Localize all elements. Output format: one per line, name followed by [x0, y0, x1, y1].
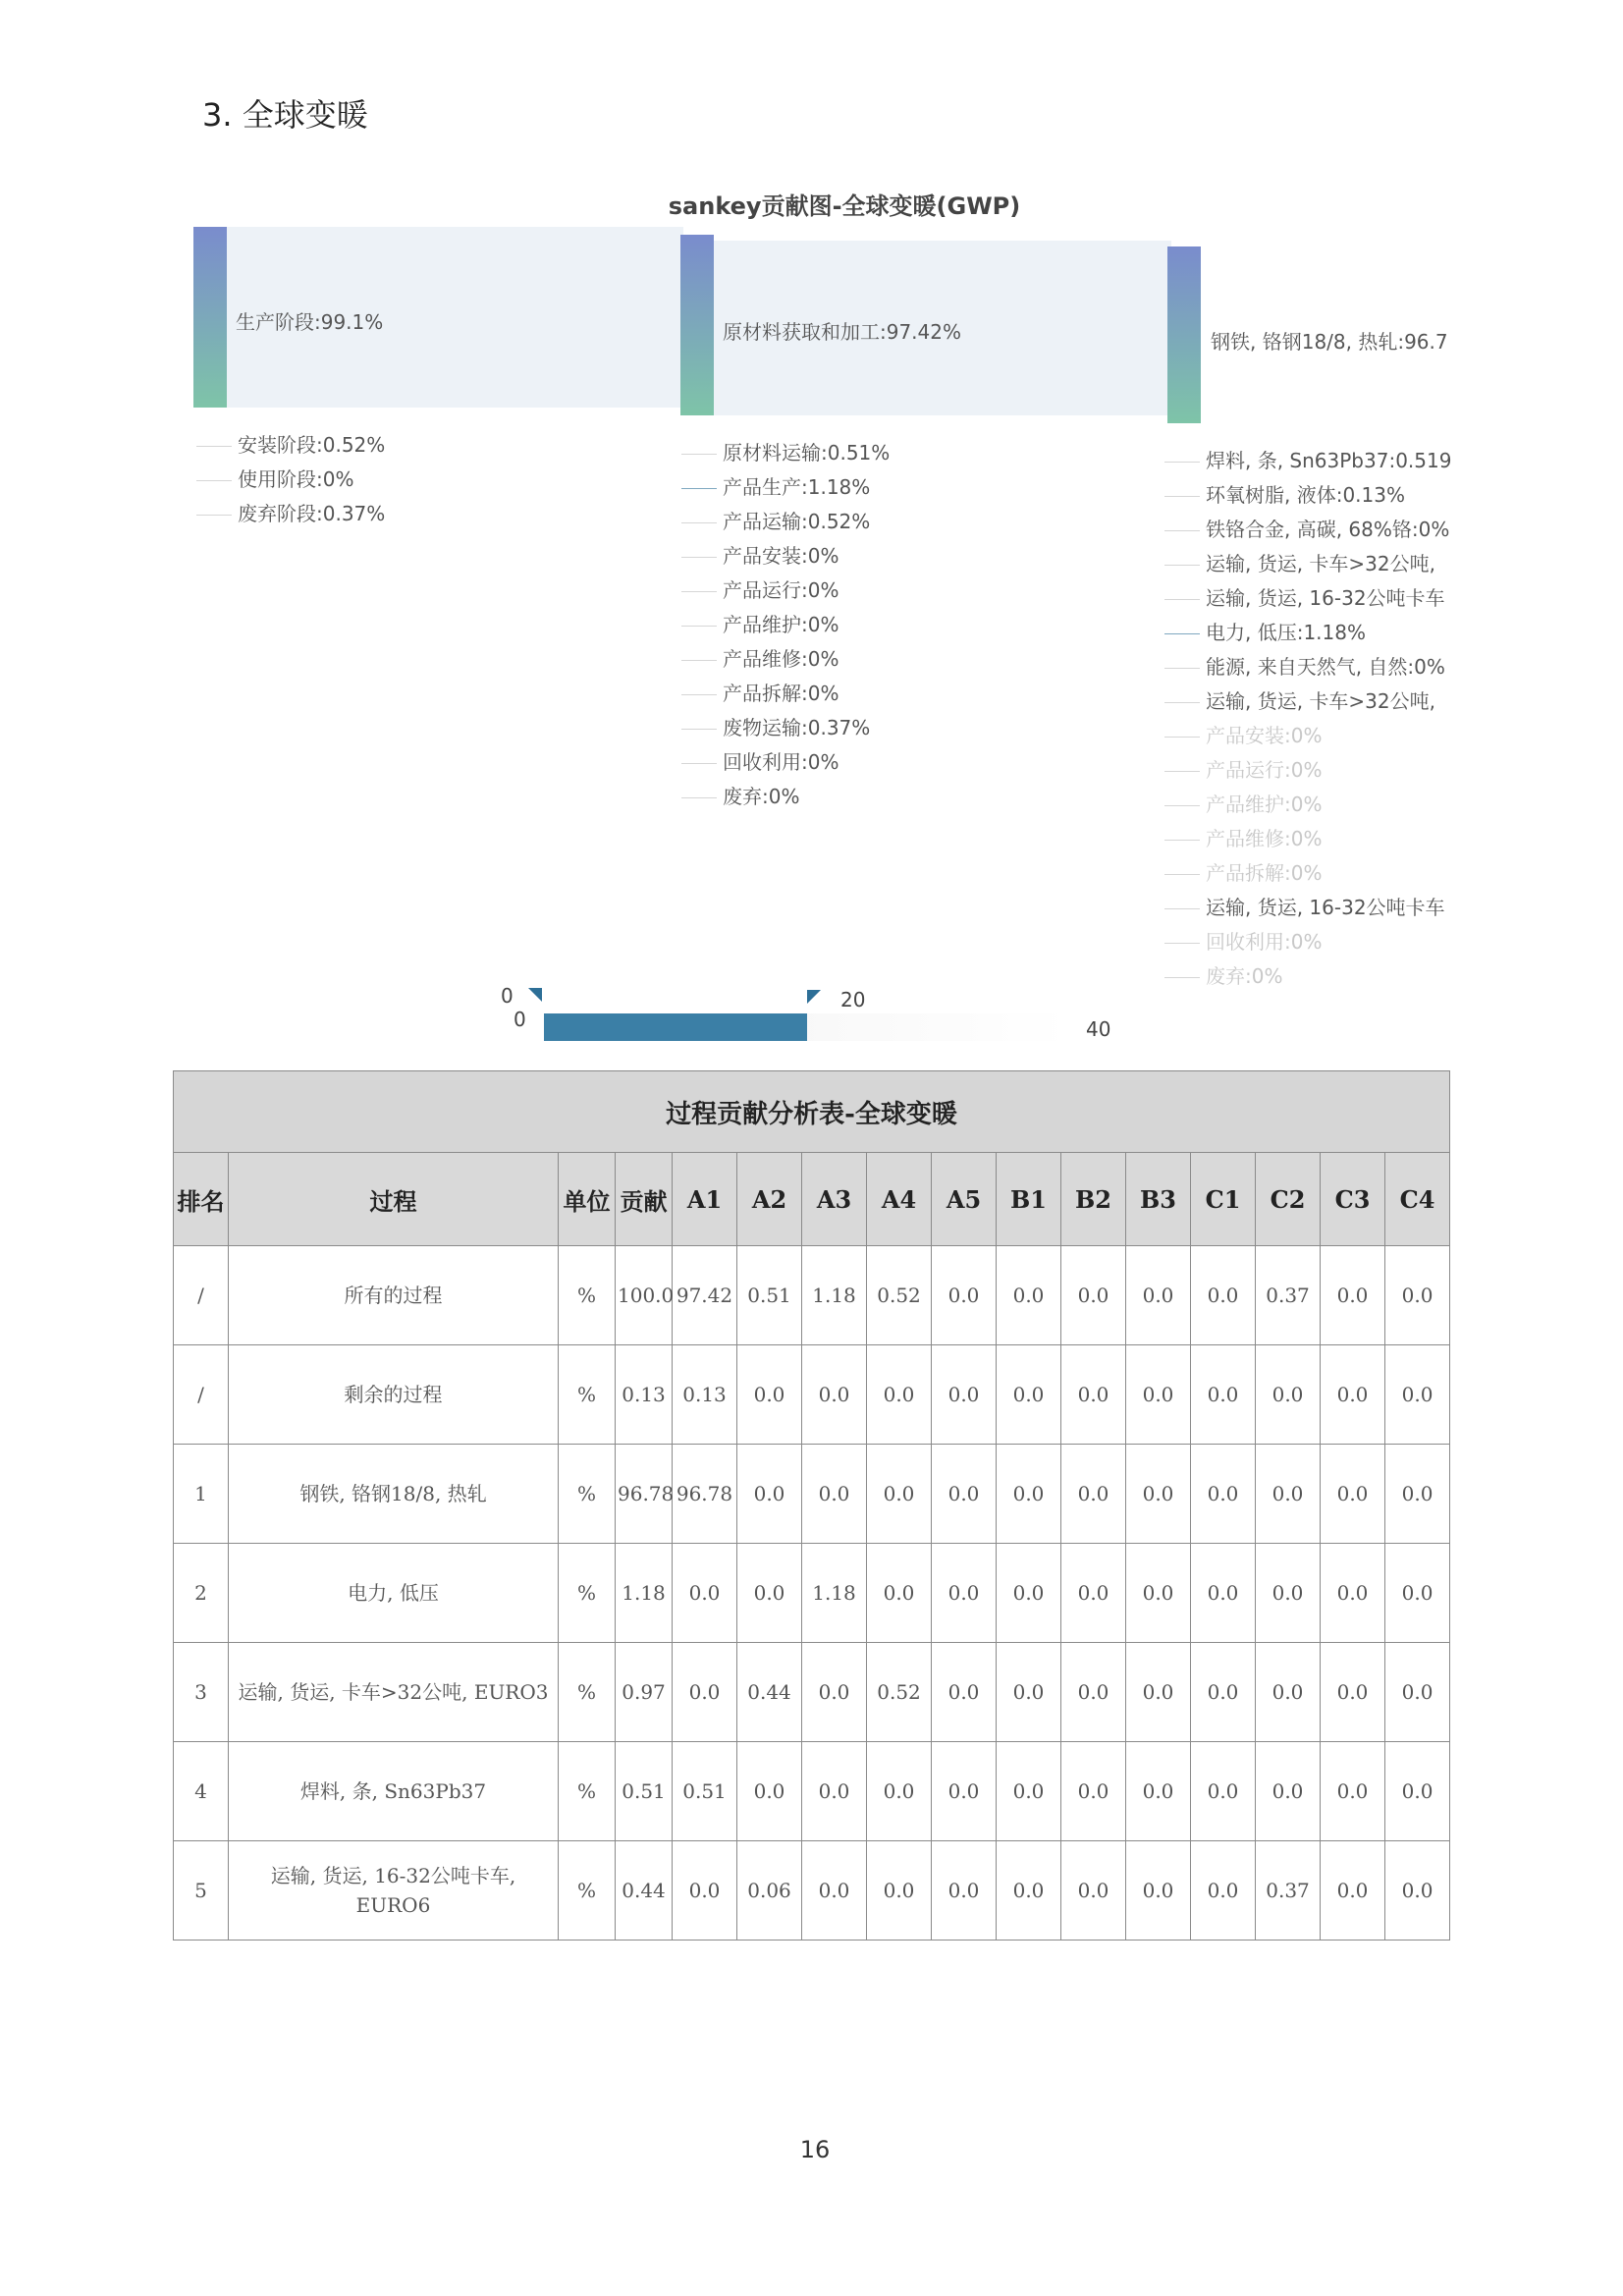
table-cell: 100.0	[616, 1246, 673, 1345]
sankey-item-label: 产品拆解:0%	[1206, 861, 1323, 885]
sankey-item-label: 安装阶段:0.52%	[238, 433, 386, 457]
table-cell: 0.0	[932, 1742, 997, 1841]
table-cell: 0.0	[932, 1841, 997, 1941]
table-cell: 0.0	[737, 1544, 802, 1643]
table-cell: 0.0	[997, 1643, 1061, 1742]
column-header: C2	[1256, 1153, 1321, 1246]
sankey-link	[196, 515, 232, 516]
table-cell: 0.0	[867, 1841, 932, 1941]
table-cell: %	[559, 1643, 616, 1742]
sankey-item-label: 废弃:0%	[723, 785, 800, 808]
table-cell: 0.0	[1126, 1841, 1191, 1941]
legend-tick-min: 0	[514, 1008, 526, 1031]
sankey-col1-items	[196, 428, 385, 531]
table-cell: 0.0	[997, 1544, 1061, 1643]
sankey-link	[1164, 943, 1200, 944]
legend-tick-mid: 20	[840, 988, 866, 1011]
table-cell: 0.0	[1191, 1345, 1256, 1445]
table-cell: 0.0	[1191, 1841, 1256, 1941]
sankey-link	[196, 480, 232, 481]
sankey-link	[681, 660, 717, 661]
table-cell: 0.0	[1385, 1345, 1450, 1445]
table-cell: 0.0	[1256, 1345, 1321, 1445]
column-header: 单位	[559, 1153, 616, 1246]
table-cell: 0.37	[1256, 1246, 1321, 1345]
table-body	[174, 1246, 1450, 1941]
table-header-row	[174, 1153, 1450, 1246]
table-row	[174, 1544, 1450, 1643]
sankey-item-label: 铁铬合金, 高碳, 68%铬:0%	[1206, 518, 1450, 541]
table-cell: 2	[174, 1544, 229, 1643]
legend-handle-max[interactable]	[807, 990, 821, 1004]
table-cell: 0.97	[616, 1643, 673, 1742]
sankey-link	[681, 454, 717, 455]
sankey-item	[681, 780, 890, 814]
table-cell: 0.0	[737, 1445, 802, 1544]
sankey-item-label: 产品运行:0%	[723, 578, 839, 602]
sankey-link	[1164, 565, 1200, 566]
table-cell: 0.0	[1061, 1345, 1126, 1445]
table-cell: 0.0	[1126, 1742, 1191, 1841]
sankey-item	[681, 470, 890, 505]
table-cell: 0.0	[1256, 1544, 1321, 1643]
sankey-item-label: 产品安装:0%	[723, 544, 839, 568]
column-header: A5	[932, 1153, 997, 1246]
table-cell: 0.0	[997, 1841, 1061, 1941]
sankey-link	[1164, 599, 1200, 600]
table-cell: 0.0	[1126, 1445, 1191, 1544]
process-name-cell: 所有的过程	[229, 1246, 559, 1345]
table-cell: 0.0	[1061, 1246, 1126, 1345]
table-cell: 96.78	[673, 1445, 737, 1544]
table-cell: 0.0	[1256, 1742, 1321, 1841]
sankey-item-label: 焊料, 条, Sn63Pb37:0.519	[1206, 449, 1452, 472]
table-cell: 1.18	[802, 1246, 867, 1345]
sankey-item-label: 废弃阶段:0.37%	[238, 502, 386, 525]
process-name-cell: 运输, 货运, 卡车>32公吨, EURO3	[229, 1643, 559, 1742]
table-cell: 0.0	[1385, 1742, 1450, 1841]
sankey-link	[1164, 633, 1200, 634]
table-cell: 0.0	[1191, 1544, 1256, 1643]
sankey-item	[681, 677, 890, 711]
table-cell: 0.0	[932, 1345, 997, 1445]
sankey-item-label: 运输, 货运, 16-32公吨卡车	[1206, 896, 1445, 919]
table-cell: %	[559, 1246, 616, 1345]
sankey-item-label: 产品安装:0%	[1206, 724, 1323, 747]
sankey-item-label: 产品维护:0%	[723, 613, 839, 636]
table-cell: 0.0	[1191, 1445, 1256, 1544]
sankey-item-label: 运输, 货运, 卡车>32公吨,	[1206, 689, 1435, 713]
table-cell: 0.0	[1321, 1246, 1385, 1345]
sankey-link	[1164, 977, 1200, 978]
sankey-item-label: 废弃:0%	[1206, 964, 1283, 988]
sankey-link	[1164, 496, 1200, 497]
table-cell: 0.0	[1126, 1246, 1191, 1345]
table-title: 过程贡献分析表-全球变暖	[174, 1071, 1450, 1153]
legend-tick-max: 40	[1086, 1017, 1111, 1041]
table-cell: 0.0	[802, 1742, 867, 1841]
table-row	[174, 1643, 1450, 1742]
table-cell: 0.0	[1061, 1544, 1126, 1643]
column-header: C1	[1191, 1153, 1256, 1246]
sankey-link	[1164, 702, 1200, 703]
column-header: C3	[1321, 1153, 1385, 1246]
column-header: C4	[1385, 1153, 1450, 1246]
sankey-title: sankey贡献图-全球变暖(GWP)	[668, 192, 1021, 220]
sankey-item	[1164, 650, 1451, 684]
sankey-item	[1164, 513, 1451, 547]
column-header: B1	[997, 1153, 1061, 1246]
table-cell: 0.0	[1321, 1841, 1385, 1941]
sankey-item-label: 产品维修:0%	[723, 647, 839, 671]
table-cell: 0.0	[867, 1345, 932, 1445]
table-cell: 0.0	[997, 1445, 1061, 1544]
sankey-link	[1164, 462, 1200, 463]
sankey-item-label: 产品运输:0.52%	[723, 510, 871, 533]
table-row	[174, 1246, 1450, 1345]
table-cell: 0.0	[1256, 1445, 1321, 1544]
table-cell: 0.0	[1191, 1742, 1256, 1841]
table-cell: 0.0	[737, 1345, 802, 1445]
table-cell: 1.18	[802, 1544, 867, 1643]
table-cell: 0.0	[1321, 1643, 1385, 1742]
legend-tick-min-top: 0	[501, 984, 514, 1008]
sankey-node-label: 生产阶段:99.1%	[236, 310, 384, 334]
sankey-item	[1164, 788, 1451, 822]
table-cell: 0.0	[932, 1544, 997, 1643]
table-cell: 0.0	[1385, 1841, 1450, 1941]
sankey-item-label: 能源, 来自天然气, 自然:0%	[1206, 655, 1445, 679]
legend-handle-min[interactable]	[528, 988, 542, 1002]
table-cell: 1.18	[616, 1544, 673, 1643]
table-cell: 0.51	[737, 1246, 802, 1345]
sankey-item-label: 运输, 货运, 16-32公吨卡车	[1206, 586, 1445, 610]
table-cell: %	[559, 1742, 616, 1841]
sankey-link	[681, 591, 717, 592]
table-cell: 0.51	[616, 1742, 673, 1841]
table-row	[174, 1445, 1450, 1544]
sankey-item	[196, 463, 385, 497]
table-cell: 0.0	[997, 1246, 1061, 1345]
table-cell: 0.0	[932, 1445, 997, 1544]
column-header: A4	[867, 1153, 932, 1246]
table-cell: 0.0	[1061, 1643, 1126, 1742]
sankey-link	[681, 763, 717, 764]
process-name-cell: 运输, 货运, 16-32公吨卡车, EURO6	[229, 1841, 559, 1941]
sankey-item-label: 使用阶段:0%	[238, 467, 354, 491]
table-cell: 0.0	[1385, 1445, 1450, 1544]
sankey-item-label: 废物运输:0.37%	[723, 716, 871, 739]
column-header: B3	[1126, 1153, 1191, 1246]
table-cell: 0.0	[1385, 1643, 1450, 1742]
process-contribution-table	[173, 1070, 1450, 1941]
table-cell: 0.0	[1126, 1643, 1191, 1742]
sankey-item	[1164, 856, 1451, 891]
sankey-item	[1164, 753, 1451, 788]
sankey-link	[196, 446, 232, 447]
table-cell: %	[559, 1345, 616, 1445]
table-cell: 0.0	[1191, 1246, 1256, 1345]
table-cell: 0.51	[673, 1742, 737, 1841]
table-cell: 0.0	[1126, 1544, 1191, 1643]
table-cell: 0.44	[616, 1841, 673, 1941]
table-cell: 5	[174, 1841, 229, 1941]
table-cell: 0.13	[673, 1345, 737, 1445]
table-cell: 97.42	[673, 1246, 737, 1345]
sankey-link	[681, 694, 717, 695]
sankey-node-bar-stage	[193, 227, 227, 408]
sankey-link	[1164, 908, 1200, 909]
column-header: A3	[802, 1153, 867, 1246]
sankey-item-label: 产品生产:1.18%	[723, 475, 871, 499]
table-row	[174, 1345, 1450, 1445]
table-cell: 0.0	[997, 1345, 1061, 1445]
sankey-link	[681, 729, 717, 730]
table-cell: 1	[174, 1445, 229, 1544]
sankey-item	[1164, 478, 1451, 513]
sankey-link	[1164, 771, 1200, 772]
table-cell: 0.0	[737, 1742, 802, 1841]
sankey-link	[681, 488, 717, 489]
sankey-item	[1164, 822, 1451, 856]
table-cell: 0.0	[673, 1544, 737, 1643]
table-cell: 0.0	[1126, 1345, 1191, 1445]
sankey-item	[681, 745, 890, 780]
column-header: 过程	[229, 1153, 559, 1246]
sankey-item	[681, 642, 890, 677]
sankey-item	[681, 711, 890, 745]
table-cell: 0.0	[1385, 1246, 1450, 1345]
sankey-node-label: 钢铁, 铬钢18/8, 热轧:96.7	[1211, 330, 1448, 354]
section-heading: 3. 全球变暖	[202, 96, 368, 134]
sankey-item-label: 回收利用:0%	[1206, 930, 1323, 954]
sankey-item-label: 产品维护:0%	[1206, 793, 1323, 816]
sankey-item	[1164, 444, 1451, 478]
table-cell: 4	[174, 1742, 229, 1841]
sankey-item	[1164, 891, 1451, 925]
sankey-item	[1164, 547, 1451, 581]
sankey-item-label: 原材料运输:0.51%	[723, 441, 891, 465]
sankey-item-label: 运输, 货运, 卡车>32公吨,	[1206, 552, 1435, 575]
sankey-item	[196, 428, 385, 463]
sankey-link	[1164, 840, 1200, 841]
column-header: B2	[1061, 1153, 1126, 1246]
table-cell: 0.0	[997, 1742, 1061, 1841]
sankey-item-label: 产品运行:0%	[1206, 758, 1323, 782]
table-cell: 0.0	[802, 1445, 867, 1544]
sankey-item	[1164, 925, 1451, 959]
table-cell: %	[559, 1841, 616, 1941]
table-cell: 0.0	[1321, 1742, 1385, 1841]
table-cell: 0.0	[802, 1345, 867, 1445]
table-cell: 0.0	[1061, 1445, 1126, 1544]
sankey-item	[681, 436, 890, 470]
table-cell: 0.0	[802, 1841, 867, 1941]
process-name-cell: 焊料, 条, Sn63Pb37	[229, 1742, 559, 1841]
sankey-link	[681, 626, 717, 627]
sankey-item-label: 环氧树脂, 液体:0.13%	[1206, 483, 1405, 507]
table-cell: /	[174, 1345, 229, 1445]
sankey-item-label: 电力, 低压:1.18%	[1206, 621, 1366, 644]
table-cell: %	[559, 1445, 616, 1544]
sankey-item	[681, 608, 890, 642]
sankey-item	[196, 497, 385, 531]
table-cell: /	[174, 1246, 229, 1345]
table-cell: 0.0	[673, 1841, 737, 1941]
table-cell: 0.0	[802, 1643, 867, 1742]
sankey-link	[1164, 737, 1200, 738]
table-row	[174, 1841, 1450, 1941]
sankey-item	[681, 505, 890, 539]
process-name-cell: 剩余的过程	[229, 1345, 559, 1445]
sankey-node-bar-steel	[1167, 246, 1201, 423]
table-cell: 0.0	[673, 1643, 737, 1742]
sankey-link	[1164, 668, 1200, 669]
sankey-item	[1164, 719, 1451, 753]
table-cell: 0.0	[932, 1246, 997, 1345]
column-header: A1	[673, 1153, 737, 1246]
table-cell: 0.37	[1256, 1841, 1321, 1941]
table-cell: 0.0	[867, 1445, 932, 1544]
process-name-cell: 电力, 低压	[229, 1544, 559, 1643]
sankey-link	[1164, 530, 1200, 531]
table-cell: 0.0	[1191, 1643, 1256, 1742]
sankey-link	[681, 797, 717, 798]
table-cell: 0.06	[737, 1841, 802, 1941]
process-name-cell: 钢铁, 铬钢18/8, 热轧	[229, 1445, 559, 1544]
table-cell: 0.0	[1061, 1841, 1126, 1941]
sankey-item-label: 产品维修:0%	[1206, 827, 1323, 850]
table-cell: 0.0	[1321, 1544, 1385, 1643]
table-cell: 0.0	[1321, 1345, 1385, 1445]
table-cell: 96.78	[616, 1445, 673, 1544]
sankey-link	[1164, 874, 1200, 875]
legend-fill	[544, 1013, 807, 1041]
sankey-item	[1164, 581, 1451, 616]
table-cell: 0.0	[867, 1742, 932, 1841]
sankey-link	[681, 522, 717, 523]
sankey-item	[681, 539, 890, 574]
sankey-node-label: 原材料获取和加工:97.42%	[723, 320, 961, 344]
sankey-item	[1164, 684, 1451, 719]
table-cell: %	[559, 1544, 616, 1643]
table-cell: 0.0	[1385, 1544, 1450, 1643]
sankey-item-label: 回收利用:0%	[723, 750, 839, 774]
sankey-col3-items	[1164, 444, 1451, 994]
table-cell: 0.0	[1321, 1445, 1385, 1544]
table-cell: 0.52	[867, 1643, 932, 1742]
column-header: 贡献	[616, 1153, 673, 1246]
sankey-node-bar-material	[680, 235, 714, 415]
column-header: A2	[737, 1153, 802, 1246]
table-cell: 3	[174, 1643, 229, 1742]
sankey-item	[681, 574, 890, 608]
table-cell: 0.0	[1061, 1742, 1126, 1841]
page-number: 16	[799, 2136, 831, 2163]
table-cell: 0.0	[867, 1544, 932, 1643]
table-cell: 0.0	[932, 1643, 997, 1742]
table-cell: 0.0	[1256, 1643, 1321, 1742]
sankey-item	[1164, 959, 1451, 994]
sankey-item-label: 产品拆解:0%	[723, 682, 839, 705]
table-cell: 0.52	[867, 1246, 932, 1345]
table-cell: 0.44	[737, 1643, 802, 1742]
sankey-link	[1164, 805, 1200, 806]
table-cell: 0.13	[616, 1345, 673, 1445]
sankey-link	[681, 557, 717, 558]
sankey-col2-items	[681, 436, 890, 814]
table-row	[174, 1742, 1450, 1841]
sankey-item	[1164, 616, 1451, 650]
column-header: 排名	[174, 1153, 229, 1246]
